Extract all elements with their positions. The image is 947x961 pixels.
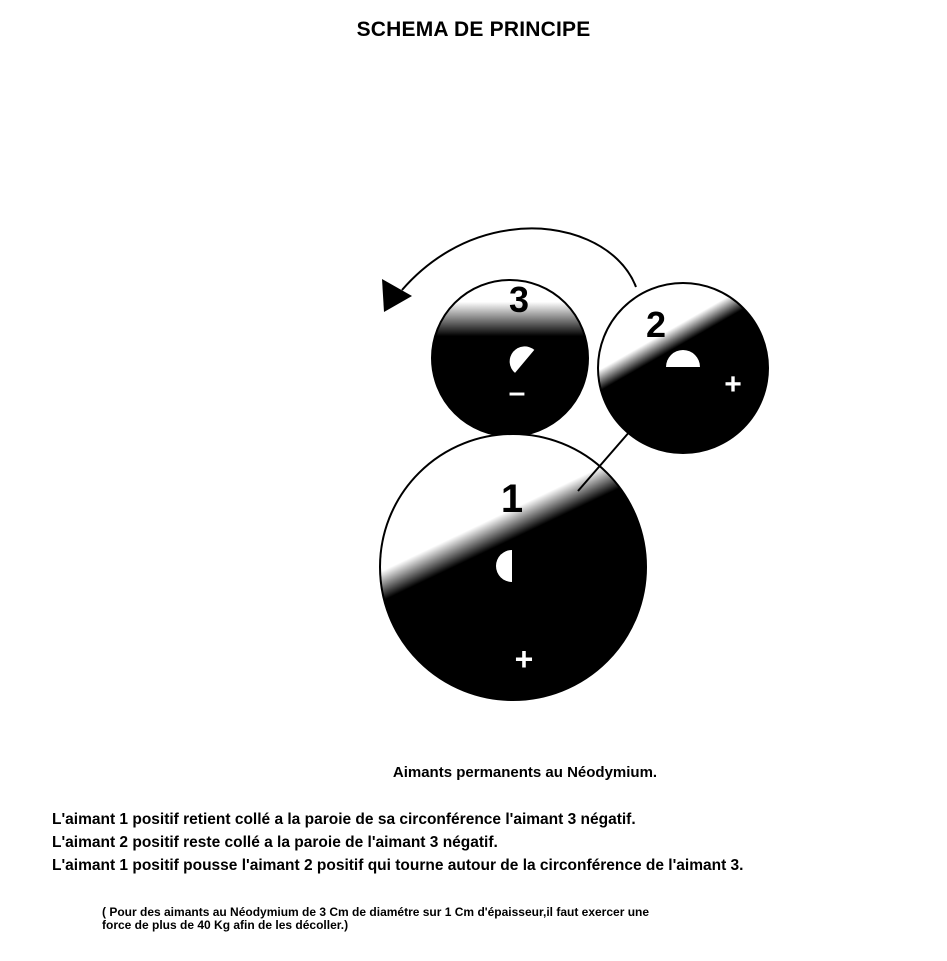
magnet-1-polarity: + [514,641,534,677]
explanation-line: L'aimant 1 positif pousse l'aimant 2 positif qui tourne autour de la circonférence de l'aimant 3. [52,857,744,874]
magnet-1 [380,434,646,700]
magnet-2-polarity: + [724,368,742,401]
magnet-2 [598,283,768,453]
magnet-3 [432,279,588,436]
footnote-line-1: ( Pour des aimants au Néodymium de 3 Cm de diamétre sur 1 Cm d'épaisseur,il faut exercer une [102,905,650,919]
magnet-3-polarity: – [508,376,526,409]
caption: Aimants permanents au Néodymium. [392,764,658,781]
magnet-2-number: 2 [645,304,667,345]
magnet-3-number: 3 [508,279,530,320]
magnet-1-number: 1 [500,477,524,521]
footnote-line-2: force de plus de 40 Kg afin de les décoller.) [102,918,349,932]
explanation-lines [52,808,743,877]
explanation-line: L'aimant 1 positif retient collé a la paroie de sa circonférence l'aimant 3 négatif. [52,811,636,828]
footnote [102,906,862,932]
page-title: SCHEMA DE PRINCIPE [356,18,591,41]
explanation-line: L'aimant 2 positif reste collé a la paroie de l'aimant 3 négatif. [52,834,498,851]
